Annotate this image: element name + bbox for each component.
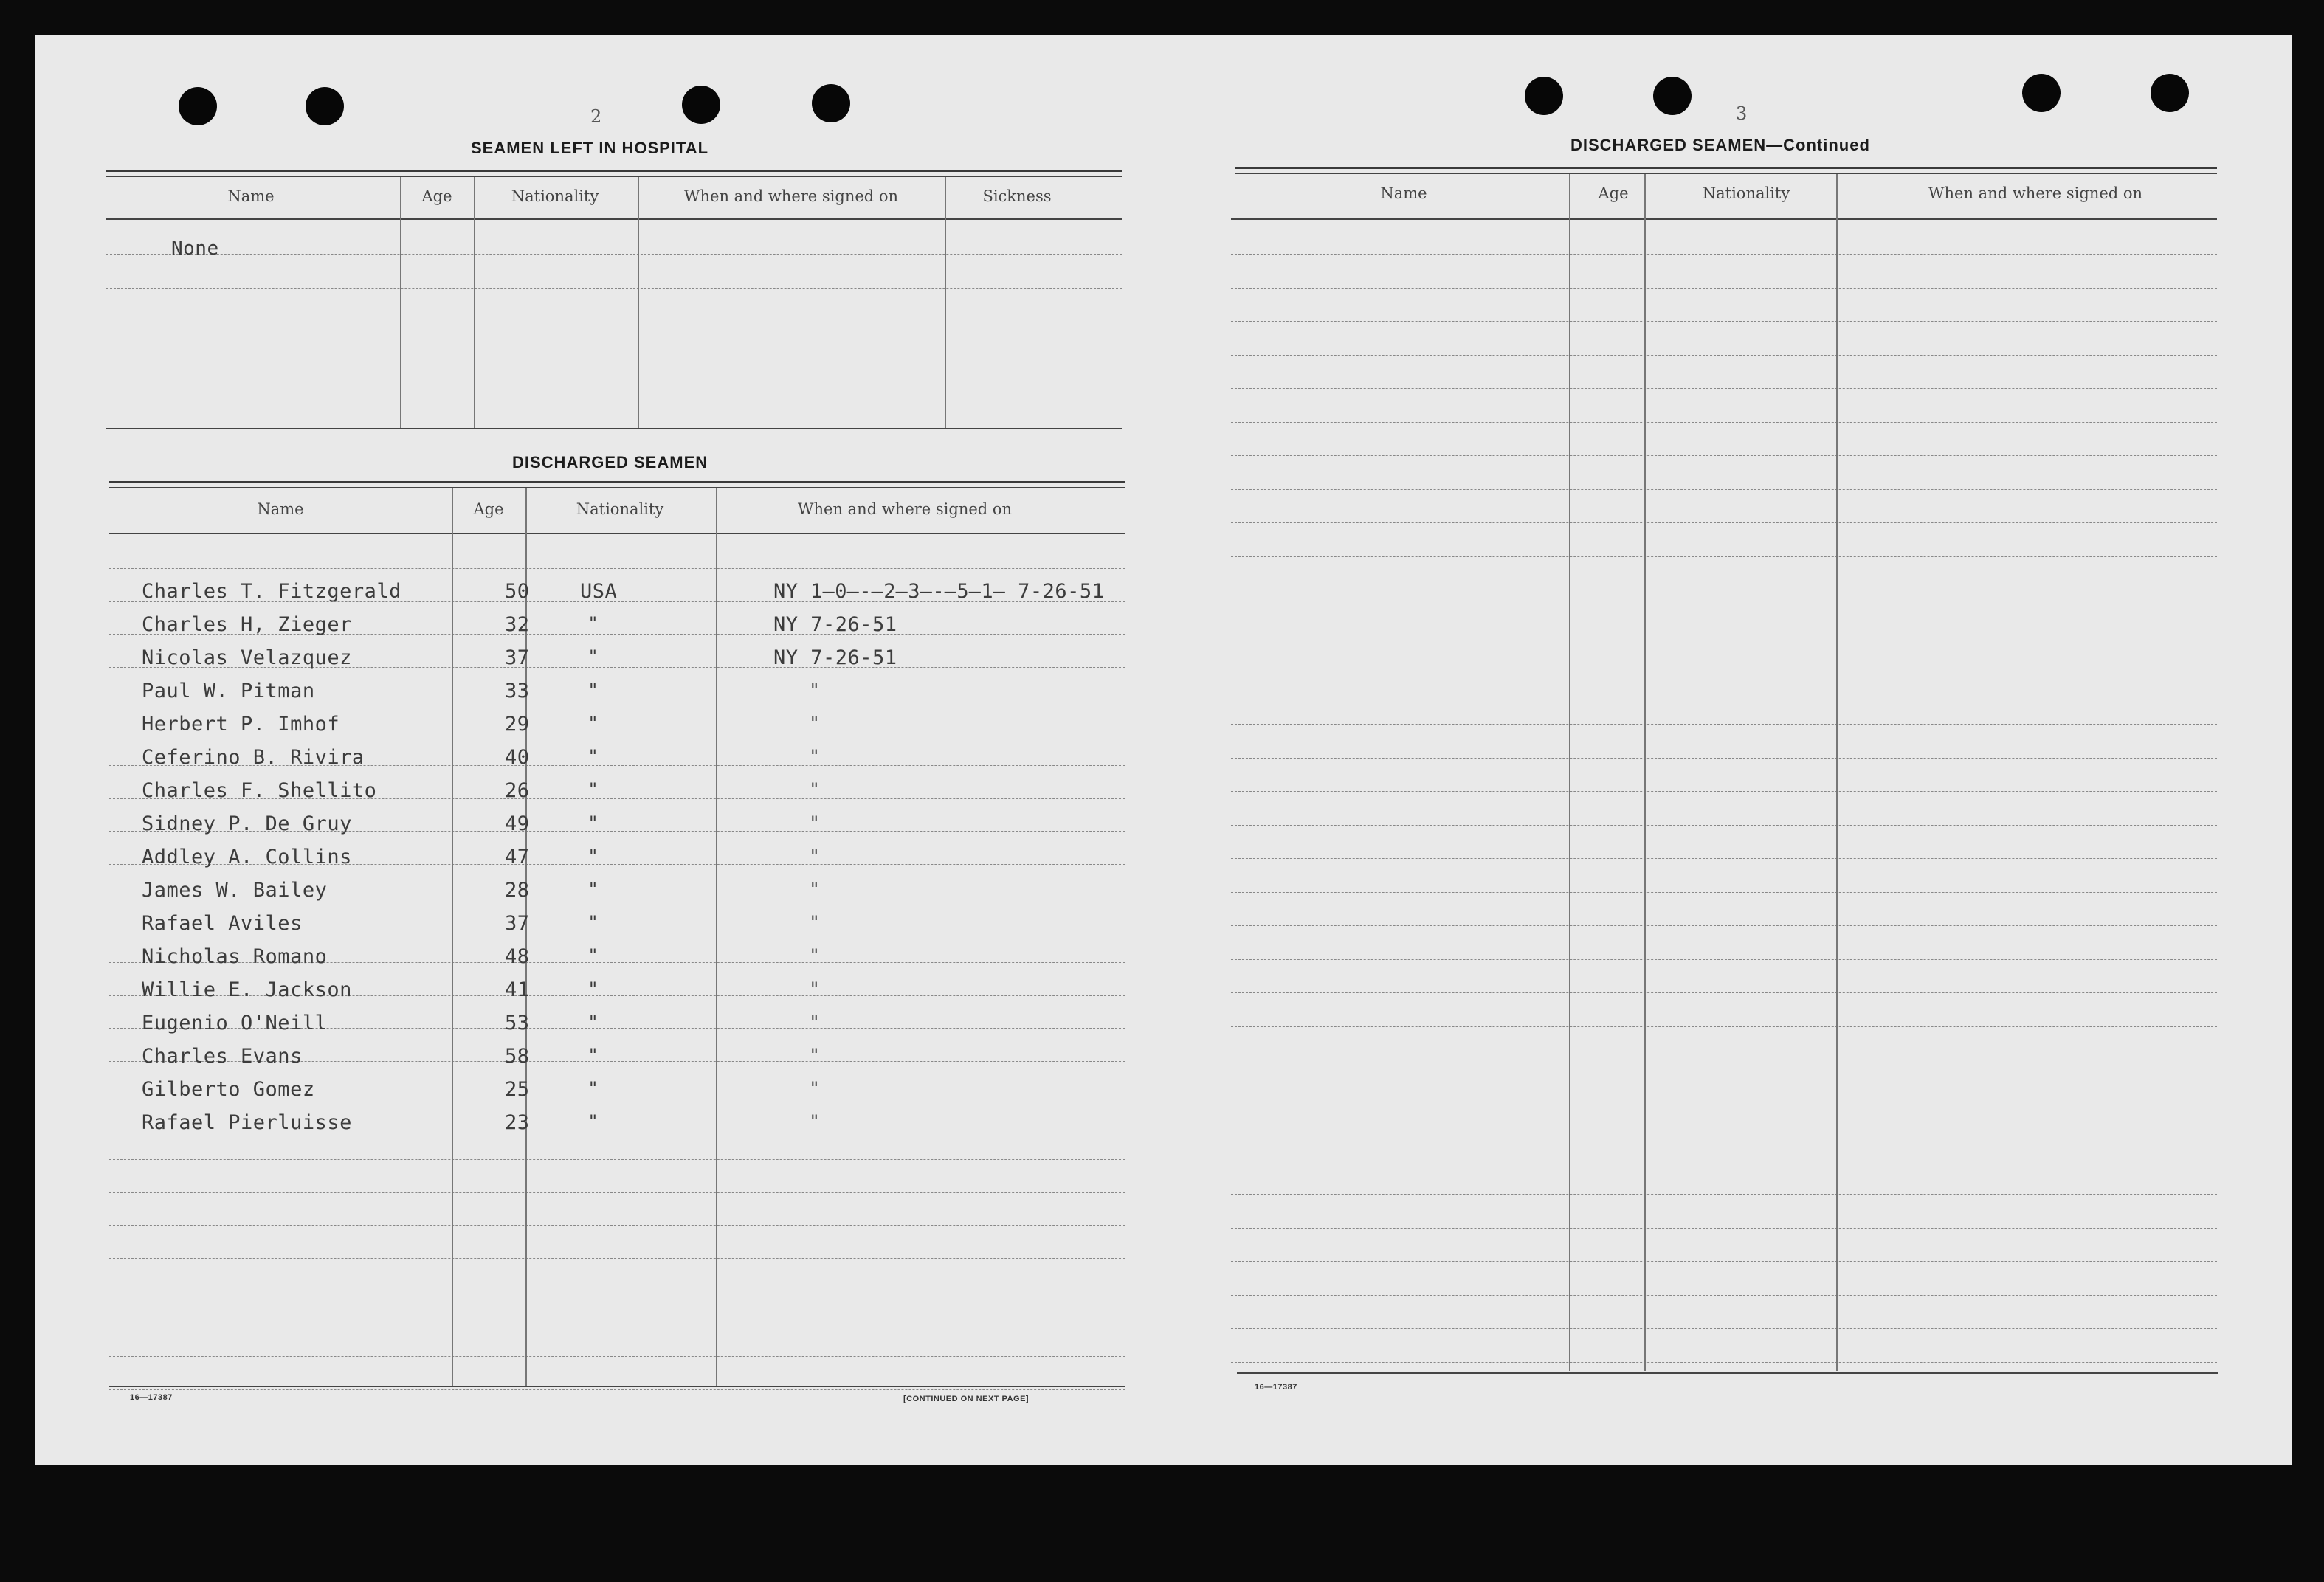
punch-hole [306,87,344,125]
ruled-line [1231,355,2217,356]
seaman-name: Rafael Aviles [142,912,303,935]
seaman-nationality: " [589,1078,598,1099]
punch-hole [812,84,850,122]
seaman-age: 33 [505,680,530,702]
ruled-line [1231,724,2217,725]
ruled-line [1231,1328,2217,1329]
ruled-line [1231,1228,2217,1229]
form-number-right: 16—17387 [1255,1383,1297,1392]
discharged-col-age: Age [473,500,504,518]
ruled-line [1231,1295,2217,1296]
seaman-name: Charles H, Zieger [142,613,352,636]
seaman-signed-on: " [810,1078,819,1099]
seaman-nationality: " [589,680,598,700]
seaman-name: Nicolas Velazquez [142,646,352,669]
seaman-signed-on: " [810,945,819,966]
ruled-line [1231,388,2217,389]
seaman-nationality: " [589,945,598,966]
ruled-line [1231,556,2217,557]
ruled-line [1231,254,2217,255]
seaman-age: 37 [505,646,530,669]
seaman-signed-on: NY 1̶0̶-̶2̶3̶-̶5̶1̶ 7-26-51 [773,580,1105,603]
ruled-line [1231,959,2217,960]
ruled-line [1231,422,2217,423]
seaman-signed-on: " [810,846,819,866]
seaman-age: 50 [505,580,530,603]
seaman-signed-on: " [810,978,819,999]
seaman-age: 23 [505,1111,530,1134]
ruled-line [109,1356,1125,1357]
seaman-name: Charles Evans [142,1045,303,1068]
seaman-age: 28 [505,879,530,902]
continued-col-name: Name [1380,184,1427,202]
hospital-section-title: SEAMEN LEFT IN HOSPITAL [471,139,709,157]
seaman-nationality: " [589,879,598,899]
seaman-age: 53 [505,1012,530,1034]
seaman-name: Gilberto Gomez [142,1078,315,1101]
seaman-signed-on: " [810,912,819,933]
seaman-nationality: " [589,846,598,866]
seaman-name: Addley A. Collins [142,846,352,868]
hospital-col-sickness: Sickness [982,187,1052,205]
ruled-line [109,1389,1125,1390]
seaman-age: 58 [505,1045,530,1068]
punch-hole [179,87,217,125]
seaman-nationality: " [589,1111,598,1132]
seaman-nationality: " [589,1012,598,1032]
hospital-col-signed-on: When and where signed on [683,187,899,205]
seaman-name: Eugenio O'Neill [142,1012,328,1034]
seaman-signed-on: " [810,812,819,833]
discharged-section-title: DISCHARGED SEAMEN [512,453,708,472]
seaman-name: James W. Bailey [142,879,328,902]
ruled-line [1231,1194,2217,1195]
ruled-line [109,1258,1125,1259]
seaman-nationality: " [589,812,598,833]
punch-hole [2022,74,2061,112]
ruled-line [1231,758,2217,759]
seaman-name: Ceferino B. Rivira [142,746,365,769]
seaman-name: Herbert P. Imhof [142,713,340,736]
ruled-line [1231,925,2217,926]
hospital-col-age: Age [421,187,452,205]
seaman-nationality: " [589,912,598,933]
seaman-age: 26 [505,779,530,802]
seaman-nationality: " [589,646,598,667]
discharged-col-nationality: Nationality [576,500,664,518]
ruled-line [109,1159,1125,1160]
seaman-nationality: " [589,746,598,767]
seaman-age: 49 [505,812,530,835]
seaman-age: 48 [505,945,530,968]
ruled-line [1231,791,2217,792]
hospital-entry: None [171,238,219,260]
seaman-nationality: USA [580,580,618,603]
ruled-line [1231,1362,2217,1363]
seaman-name: Nicholas Romano [142,945,328,968]
ruled-line [109,1225,1125,1226]
continued-col-nationality: Nationality [1702,184,1790,202]
discharged-col-signed-on: When and where signed on [797,500,1013,518]
ruled-line [1231,288,2217,289]
seaman-signed-on: NY 7-26-51 [773,646,897,669]
ruled-line [1231,892,2217,893]
ruled-line [109,1192,1125,1193]
seaman-age: 25 [505,1078,530,1101]
continued-note: [CONTINUED ON NEXT PAGE] [903,1395,1030,1403]
seaman-nationality: " [589,978,598,999]
ruled-line [109,568,1125,569]
seaman-age: 47 [505,846,530,868]
seaman-age: 40 [505,746,530,769]
seaman-age: 32 [505,613,530,636]
seaman-signed-on: " [810,1012,819,1032]
seaman-signed-on: " [810,1045,819,1065]
seaman-signed-on: " [810,779,819,800]
discharged-col-name: Name [257,500,304,518]
punch-hole [682,86,720,124]
seaman-signed-on: NY 7-26-51 [773,613,897,636]
form-number-left: 16—17387 [130,1393,173,1402]
seaman-name: Charles T. Fitzgerald [142,580,401,603]
page-number-right: 3 [1736,103,1748,124]
seaman-signed-on: " [810,1111,819,1132]
ruled-line [1231,321,2217,322]
seaman-age: 41 [505,978,530,1001]
hospital-col-nationality: Nationality [511,187,599,205]
ruled-line [1231,825,2217,826]
seaman-name: Sidney P. De Gruy [142,812,352,835]
discharged-continued-title: DISCHARGED SEAMEN—Continued [1570,136,1870,154]
ruled-line [1231,1026,2217,1027]
seaman-signed-on: " [810,879,819,899]
seaman-name: Paul W. Pitman [142,680,315,702]
document-sheet [35,35,2292,1465]
seaman-signed-on: " [810,680,819,700]
punch-hole [1525,77,1563,115]
ruled-line [1231,1261,2217,1262]
seaman-age: 29 [505,713,530,736]
ruled-line [1231,858,2217,859]
punch-hole [2151,74,2189,112]
seaman-name: Charles F. Shellito [142,779,377,802]
ruled-line [1231,489,2217,490]
punch-hole [1653,77,1692,115]
seaman-nationality: " [589,713,598,733]
seaman-signed-on: " [810,746,819,767]
continued-col-signed-on: When and where signed on [1928,184,2143,202]
seaman-signed-on: " [810,713,819,733]
seaman-nationality: " [589,613,598,634]
ruled-line [1231,455,2217,456]
ruled-line [1231,522,2217,523]
seaman-nationality: " [589,779,598,800]
page-number-left: 2 [590,106,602,127]
seaman-name: Willie E. Jackson [142,978,352,1001]
seaman-name: Rafael Pierluisse [142,1111,352,1134]
continued-col-age: Age [1598,184,1629,202]
hospital-col-name: Name [227,187,275,205]
seaman-age: 37 [505,912,530,935]
seaman-nationality: " [589,1045,598,1065]
ruled-line [1231,992,2217,993]
